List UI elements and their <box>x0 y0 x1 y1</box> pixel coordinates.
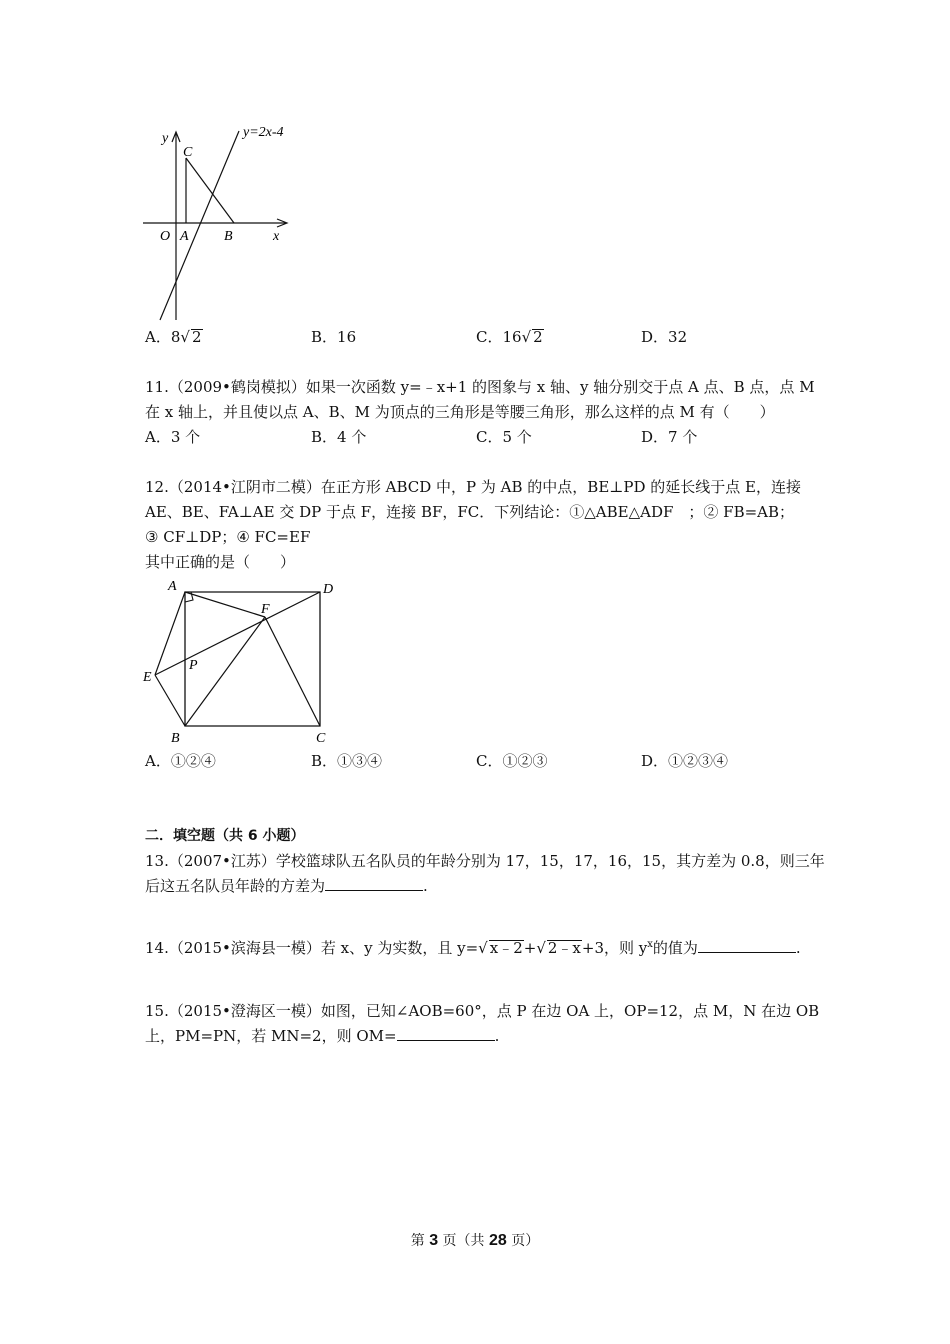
q10-option-b[interactable] <box>311 326 356 347</box>
section-fill-in-title: 二．填空题（共 6 小题） <box>145 828 305 844</box>
page-footer <box>0 1230 950 1250</box>
option-value: 32 <box>668 328 688 346</box>
segment-cb <box>186 158 234 223</box>
q12-option-d[interactable]: D．①②③④ <box>641 752 729 770</box>
q14-suffix: . <box>795 939 801 957</box>
q13-line-1: 13.（2007•江苏）学校篮球队五名队员的年龄分别为 17，15，17，16，15，其方差为 0.8，则三年 <box>145 852 825 870</box>
option-letter: C． <box>476 328 503 346</box>
q13-line-2-end: . <box>423 877 428 895</box>
square-abcd <box>185 592 320 726</box>
q14-mid: +3，则 y <box>581 939 648 957</box>
q10-graph-figure <box>140 120 310 325</box>
q12-line-3: ③ CF⊥DP；④ FC=EF <box>145 528 311 546</box>
point-e-label: E <box>143 670 152 685</box>
point-f-label: F <box>261 602 270 617</box>
q15-line-2-end: . <box>494 1027 500 1045</box>
q12-square-figure <box>140 575 340 747</box>
footer-post: 页） <box>511 1233 540 1249</box>
q14-prefix: 14.（2015•滨海县一模）若 x、y 为实数，且 y= <box>145 939 479 957</box>
q11-option-b[interactable]: B．4 个 <box>311 428 367 446</box>
q10-option-a[interactable] <box>145 326 203 347</box>
q10-option-c[interactable] <box>476 326 544 347</box>
q12-option-b[interactable]: B．①③④ <box>311 752 383 770</box>
q15-answer-blank[interactable] <box>397 1026 495 1041</box>
q12-line-1: 12.（2014•江阴市二模）在正方形 ABCD 中，P 为 AB 的中点，BE⊥PD 的延长线于点 E，连接 <box>145 478 801 496</box>
x-axis-label: x <box>273 229 280 244</box>
q11-option-c[interactable]: C．5 个 <box>476 428 532 446</box>
option-radicand: 2 <box>533 328 543 346</box>
radical-sign: √ <box>478 939 488 957</box>
option-letter: D． <box>641 328 669 346</box>
q13-line-2-text: 后这五名队员年龄的方差为 <box>145 877 326 895</box>
q13-answer-blank[interactable] <box>325 876 423 891</box>
footer-total-pages: 28 <box>489 1232 507 1249</box>
q13-line-2 <box>145 875 428 896</box>
line-y-2x-4 <box>160 131 239 320</box>
option-letter: A． <box>145 328 171 346</box>
segment-be <box>155 675 185 726</box>
point-c-label: C <box>183 145 193 160</box>
footer-page-number: 3 <box>429 1232 439 1249</box>
radical-sign: √ <box>180 328 190 346</box>
point-b-label: B <box>224 229 233 244</box>
q15-line-1: 15.（2015•澄海区一模）如图，已知∠AOB=60°，点 P 在边 OA 上，OP=12，点 M，N 在边 OB <box>145 1002 820 1020</box>
q15-line-2 <box>145 1025 499 1046</box>
q12-option-c[interactable]: C．①②③ <box>476 752 548 770</box>
point-d-label: D <box>323 582 334 597</box>
origin-label: O <box>160 229 171 244</box>
radical-sign: √ <box>536 939 546 957</box>
footer-mid: 页（共 <box>442 1233 485 1249</box>
point-c-label: C <box>316 731 326 746</box>
q12-line-4: 其中正确的是（ ） <box>145 553 296 571</box>
point-a-label: A <box>180 229 189 244</box>
option-letter: B． <box>311 328 338 346</box>
q14-after: 的值为 <box>652 939 698 957</box>
point-b-label: B <box>171 731 180 746</box>
q12-option-a[interactable]: A．①②④ <box>145 752 216 770</box>
segment-ed <box>155 592 320 675</box>
q15-line-2-text: 上，PM=PN，若 MN=2，则 OM= <box>145 1027 397 1045</box>
q10-option-d[interactable] <box>641 326 687 347</box>
q11-option-d[interactable]: D．7 个 <box>641 428 698 446</box>
line-label: y=2x-4 <box>243 125 284 140</box>
q11-line-2: 在 x 轴上，并且使以点 A、B、M 为顶点的三角形是等腰三角形，那么这样的点 M 有（ ） <box>145 403 775 421</box>
segment-cf <box>265 617 320 726</box>
footer-pre: 第 <box>410 1233 425 1249</box>
q12-line-2: AE、BE、FA⊥AE 交 DP 于点 F，连接 BF，FC．下列结论：①△ABE△ADF ；② FB=AB； <box>145 503 795 521</box>
q11-line-1: 11.（2009•鹤岗模拟）如果一次函数 y=﹣x+1 的图象与 x 轴、y 轴分别交于点 A 点、B 点，点 M <box>145 378 815 396</box>
option-value: 16 <box>337 328 357 346</box>
q14-radicand-1: x﹣2 <box>489 939 523 957</box>
point-p-label: P <box>189 658 198 673</box>
radical-sign: √ <box>521 328 532 346</box>
option-coef: 16 <box>502 328 522 346</box>
option-radicand: 2 <box>191 328 202 346</box>
q14-line <box>145 937 801 958</box>
y-axis-label: y <box>162 131 169 146</box>
q11-option-a[interactable]: A．3 个 <box>145 428 201 446</box>
q14-plus: + <box>523 939 537 957</box>
q14-radicand-2: 2﹣x <box>547 939 581 957</box>
q14-answer-blank[interactable] <box>698 938 796 953</box>
segment-af <box>185 592 265 617</box>
option-coef: 8 <box>170 328 181 346</box>
q14-exponent: x <box>647 939 653 950</box>
point-a-label: A <box>168 579 177 594</box>
